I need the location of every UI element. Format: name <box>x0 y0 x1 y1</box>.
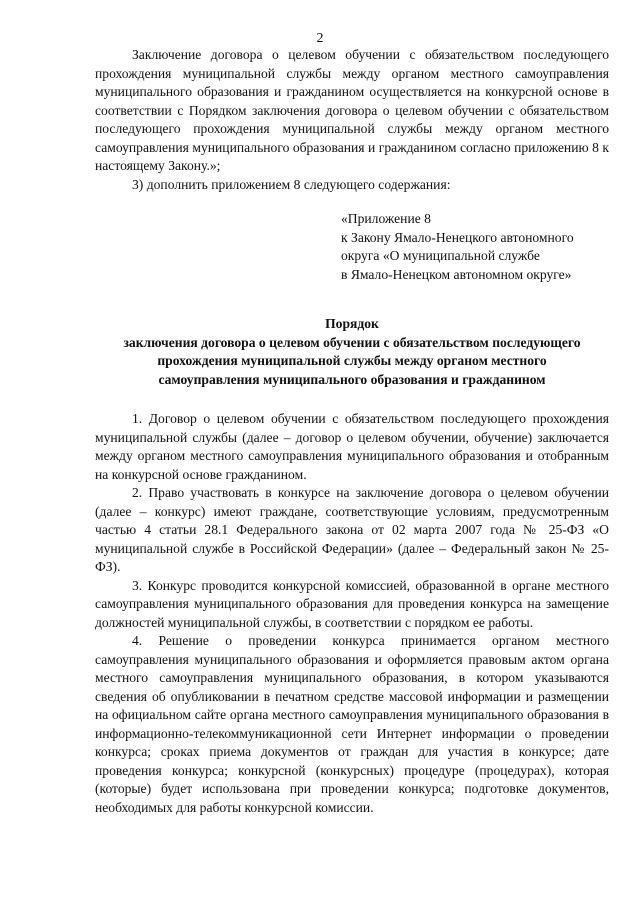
item-3-paragraph: 3) дополнить приложением 8 следующего содержания: <box>132 176 451 192</box>
title-line: Порядок <box>325 316 379 331</box>
document-title <box>95 315 609 389</box>
appendix-reference-line: «Приложение 8 <box>341 211 431 226</box>
point-1: 1. Договор о целевом обучении с обязательством последующего прохождения муниципальной службы (далее – договор о целевом обучении, обучение) заключается между органом местного самоуправления муниципального образования и отобранным на конкурсной основе гражданином. <box>95 411 609 482</box>
points-list <box>95 410 609 817</box>
point-2: 2. Право участвовать в конкурсе на заключение договора о целевом обучении (далее – конкурс) имеют граждане, соответствующие условиям, предусмотренным частью 4 статьи 28.1 Федерального закона от 02 марта 2007 года № 25-ФЗ «О муниципальной службе в Российской Федерации» (далее – Федеральный закон № 25-ФЗ). <box>95 485 609 574</box>
title-line: заключения договора о целевом обучении с обязательством последующего <box>123 334 581 350</box>
point-3: 3. Конкурс проводится конкурсной комиссией, образованной в органе местного самоуправления муниципального образования для проведения конкурса на замещение должностей муниципальной службы, в соответствии с порядком ее работы. <box>95 577 609 630</box>
appendix-reference <box>95 210 609 284</box>
page-number: 2 <box>316 31 324 46</box>
appendix-reference-line: в Ямало-Ненецком автономном округе» <box>341 266 572 282</box>
document-body <box>95 46 609 817</box>
title-line: самоуправления муниципального образования и гражданином <box>158 371 546 387</box>
intro-paragraph: Заключение договора о целевом обучении с обязательством последующего прохождения муниципальной службы между органом местного самоуправления муниципального образования и гражданином осуществляется на конкурсной основе в соответствии с Порядком заключения договора о целевом обучении с обязательством последующего прохождения муниципальной службы между органом местного самоуправления муниципального образования и гражданином согласно приложению 8 к настоящему Закону.»; <box>95 47 609 173</box>
title-line: прохождения муниципальной службы между органом местного <box>157 353 547 368</box>
appendix-reference-line: к Закону Ямало-Ненецкого автономного <box>341 229 574 245</box>
appendix-reference-line: округа «О муниципальной службе <box>341 248 540 263</box>
point-4: 4. Решение о проведении конкурса принимается органом местного самоуправления муниципального образования и оформляется правовым актом органа местного самоуправления муниципального образования, в котором указываются сведения об опубликовании в печатном средстве массовой информации и размещении на официальном сайте органа местного самоуправления муниципального образования в информационно-телекоммуникационной сети Интернет информации о проведении конкурса; сроках приема документов от граждан для участия в конкурсе; дате проведения конкурса; конкурсной (конкурсных) процедуре (процедурах), которая (которые) будет использована при проведении конкурса; подготовке документов, необходимых для работы конкурсной комиссии. <box>95 633 609 815</box>
